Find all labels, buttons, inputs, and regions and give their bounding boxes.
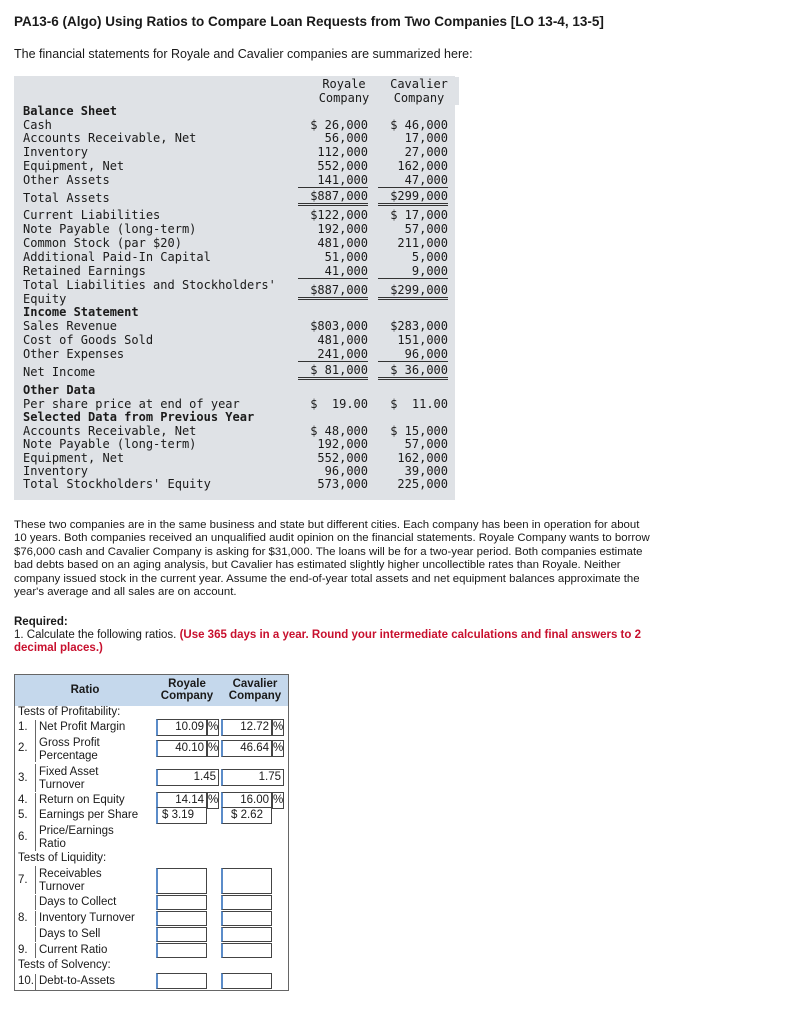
fin-value: $ 81,000 <box>298 363 368 380</box>
required-instruction <box>14 629 664 655</box>
ratio-label: Debt-to-Assets <box>39 975 116 987</box>
ratio-label: Earnings per Share <box>39 809 139 821</box>
row-divider <box>35 720 36 735</box>
section-liquidity: Tests of Liquidity: <box>18 852 107 864</box>
table-row <box>15 764 288 792</box>
section-solvency: Tests of Solvency: <box>18 959 111 971</box>
cavalier-column-header <box>222 678 288 702</box>
fin-value: $283,000 <box>390 319 448 333</box>
fin-value: 112,000 <box>317 145 368 159</box>
fin-value: 9,000 <box>378 264 448 279</box>
table-row <box>15 735 288 762</box>
fin-value: 573,000 <box>317 477 368 491</box>
required-heading: Required: <box>14 616 68 628</box>
cavalier-answer-input[interactable] <box>221 911 272 926</box>
fin-value: 552,000 <box>317 159 368 173</box>
fin-value: 211,000 <box>397 236 448 250</box>
row-number: 9. <box>18 944 28 956</box>
fin-value: $122,000 <box>310 208 368 222</box>
ratio-table-header <box>15 675 288 706</box>
fin-label: Total Assets <box>23 191 110 205</box>
intro-text: The financial statements for Royale and Cavalier companies are summarized here: <box>14 47 473 61</box>
fin-label: Net Income <box>23 365 96 379</box>
fin-value: $ 11.00 <box>390 397 448 411</box>
rounding-instruction: (Use 365 days in a year. Round your intermediate calculations and final answers to 2 decimal places.) <box>14 629 641 654</box>
fin-value: 481,000 <box>317 333 368 347</box>
fin-label: Accounts Receivable, Net <box>23 131 197 145</box>
percent-unit: % <box>207 792 219 809</box>
fin-value: 17,000 <box>404 131 448 145</box>
cavalier-header-line2: Company <box>393 91 445 105</box>
fin-value: $887,000 <box>298 189 368 206</box>
percent-unit: % <box>207 719 219 736</box>
row-number: 5. <box>18 809 28 821</box>
royale-answer-input[interactable] <box>156 868 207 894</box>
ratio-label-cont: Ratio <box>39 838 66 850</box>
fin-label: Note Payable (long-term) <box>23 437 197 451</box>
fin-value: 141,000 <box>298 173 368 188</box>
page-title: PA13-6 (Algo) Using Ratios to Compare Loan Requests from Two Companies [LO 13-4, 13-5] <box>14 14 604 29</box>
percent-unit: % <box>272 740 284 757</box>
row-divider <box>35 764 36 792</box>
fin-value: 241,000 <box>298 347 368 362</box>
fin-value: $ 46,000 <box>390 118 448 132</box>
cavalier-answer-input[interactable]: 46.64 <box>221 740 272 757</box>
fin-label: Additional Paid-In Capital <box>23 250 211 264</box>
fin-value: $299,000 <box>378 283 448 300</box>
row-divider <box>35 793 36 808</box>
ratio-label-cont: Turnover <box>39 779 85 791</box>
fin-value: 39,000 <box>404 464 448 478</box>
royale-answer-input[interactable]: 40.10 <box>156 740 207 757</box>
royale-answer-input[interactable] <box>156 895 207 910</box>
section-profitability: Tests of Profitability: <box>18 706 121 718</box>
fin-value: $ 17,000 <box>390 208 448 222</box>
royale-header-line1: Royale <box>168 678 206 690</box>
fin-value: 47,000 <box>378 173 448 188</box>
percent-unit: % <box>272 792 284 809</box>
table-row <box>15 808 288 823</box>
fin-value: 96,000 <box>324 464 368 478</box>
row-divider <box>35 866 36 894</box>
royale-answer-input[interactable]: 1.45 <box>156 769 219 786</box>
cavalier-answer-input[interactable]: 16.00 <box>221 792 272 809</box>
fin-value: 162,000 <box>397 159 448 173</box>
fin-label: Common Stock (par $20) <box>23 236 182 250</box>
row-divider <box>35 735 36 762</box>
fin-label: Inventory <box>23 145 89 159</box>
fin-label: Total Liabilities and Stockholders' <box>23 278 276 292</box>
row-number: 7. <box>18 874 28 886</box>
fin-value: 41,000 <box>298 264 368 279</box>
fin-value: $ 48,000 <box>310 424 368 438</box>
ratio-label: Net Profit Margin <box>39 721 126 733</box>
ratio-label: Receivables <box>39 868 102 880</box>
fin-label: Inventory <box>23 464 89 478</box>
ratio-label: Days to Sell <box>39 928 101 940</box>
royale-answer-input[interactable] <box>156 911 207 926</box>
cavalier-answer-input[interactable] <box>221 927 272 942</box>
fin-value: 192,000 <box>317 222 368 236</box>
fin-label: Other Assets <box>23 173 110 187</box>
fin-value: $ 15,000 <box>390 424 448 438</box>
royale-answer-input[interactable]: 14.14 <box>156 792 207 809</box>
fin-value: 57,000 <box>404 437 448 451</box>
percent-unit: % <box>272 719 284 736</box>
royale-answer-input[interactable] <box>156 943 207 958</box>
row-divider <box>35 943 36 958</box>
cavalier-answer-input[interactable] <box>221 943 272 958</box>
fin-value: $887,000 <box>298 283 368 300</box>
fin-value: $ 19.00 <box>310 397 368 411</box>
row-number: 8. <box>18 912 28 924</box>
previous-year-heading: Selected Data from Previous Year <box>23 410 255 424</box>
fin-value: $ 36,000 <box>378 363 448 380</box>
cavalier-header <box>379 77 459 105</box>
ratio-label: Gross Profit <box>39 737 100 749</box>
cavalier-header-line2: Company <box>228 690 282 702</box>
fin-label: Sales Revenue <box>23 319 117 333</box>
fin-value: 162,000 <box>397 451 448 465</box>
ratio-label: Price/Earnings <box>39 825 114 837</box>
other-data-heading: Other Data <box>23 383 96 397</box>
table-row <box>15 943 288 958</box>
royale-column-header <box>156 678 218 702</box>
row-number: 1. <box>18 721 28 733</box>
cavalier-header-line1: Cavalier <box>390 77 448 91</box>
royale-answer-input[interactable]: 10.09 <box>156 719 207 736</box>
ratio-label: Days to Collect <box>39 896 117 908</box>
fin-label: Cost of Goods Sold <box>23 333 154 347</box>
fin-value: 225,000 <box>397 477 448 491</box>
required-instruction-text: 1. Calculate the following ratios. <box>14 629 180 641</box>
ratio-table <box>14 674 289 991</box>
fin-value: 51,000 <box>324 250 368 264</box>
ratio-label: Fixed Asset <box>39 766 99 778</box>
table-row <box>15 823 288 851</box>
royale-answer-input[interactable] <box>156 927 207 942</box>
table-row <box>15 720 288 735</box>
table-row <box>15 866 288 894</box>
fin-value: $ 26,000 <box>310 118 368 132</box>
cavalier-answer-input[interactable]: 1.75 <box>221 769 284 786</box>
row-number: 4. <box>18 794 28 806</box>
row-divider <box>35 974 36 990</box>
fin-value: 481,000 <box>317 236 368 250</box>
fin-label: Total Stockholders' Equity <box>23 477 211 491</box>
fin-label: Per share price at end of year <box>23 397 240 411</box>
fin-value: $803,000 <box>310 319 368 333</box>
fin-label: Note Payable (long-term) <box>23 222 197 236</box>
fin-value: 57,000 <box>404 222 448 236</box>
royale-header-line2: Company <box>318 91 370 105</box>
fin-value: 56,000 <box>324 131 368 145</box>
cavalier-answer-input[interactable] <box>221 895 272 910</box>
fin-label: Equipment, Net <box>23 159 125 173</box>
royale-answer-input[interactable] <box>156 973 207 989</box>
fin-label: Accounts Receivable, Net <box>23 424 197 438</box>
royale-header-line2: Company <box>160 690 214 702</box>
ratio-label: Inventory Turnover <box>39 912 135 924</box>
royale-header <box>304 77 384 105</box>
fin-value: 96,000 <box>378 347 448 362</box>
ratio-column-header: Ratio <box>70 684 100 696</box>
fin-label: Equipment, Net <box>23 451 125 465</box>
row-divider <box>35 895 36 910</box>
royale-header-line1: Royale <box>322 77 366 91</box>
cavalier-answer-input[interactable]: 12.72 <box>221 719 272 736</box>
cavalier-answer-input[interactable]: $ 2.62 <box>221 807 272 824</box>
income-statement-heading: Income Statement <box>23 305 139 319</box>
row-number: 3. <box>18 772 28 784</box>
table-row <box>15 927 288 942</box>
ratio-label-cont: Turnover <box>39 881 85 893</box>
fin-label: Other Expenses <box>23 347 125 361</box>
percent-unit: % <box>207 740 219 757</box>
scenario-paragraph: These two companies are in the same business and state but different cities. Each company has been in operation for about 10 years. Both companies received an unqualified audit opinion on the financial statements. Royale Company wants to borrow $76,000 cash and Cavalier Company is asking for $31,000. The loans will be for a two-year period. Both companies estimate bad debts based on an aging analysis, but Cavalier has estimated slightly higher uncollectible rates than Royale. Neither company issued stock in the current year. Assume the end-of-year total assets and net equipment balances approximate the year's average and all sales are on account. <box>14 519 650 599</box>
ratio-label: Return on Equity <box>39 794 125 806</box>
row-divider <box>35 808 36 823</box>
royale-answer-input[interactable]: $ 3.19 <box>156 807 207 824</box>
row-divider <box>35 823 36 851</box>
fin-value: 192,000 <box>317 437 368 451</box>
fin-value: 151,000 <box>397 333 448 347</box>
row-number: 10. <box>18 975 34 987</box>
fin-value: $299,000 <box>378 189 448 206</box>
fin-label: Current Liabilities <box>23 208 161 222</box>
fin-label: Retained Earnings <box>23 264 146 278</box>
cavalier-answer-input[interactable] <box>221 868 272 894</box>
financial-statements <box>14 76 455 500</box>
ratio-label: Current Ratio <box>39 944 108 956</box>
fin-value: 5,000 <box>411 250 448 264</box>
row-number: 6. <box>18 831 28 843</box>
balance-sheet-heading: Balance Sheet <box>23 104 117 118</box>
row-divider <box>35 911 36 926</box>
table-row <box>15 793 288 808</box>
row-divider <box>35 927 36 942</box>
row-number: 2. <box>18 742 28 754</box>
table-row <box>15 974 288 990</box>
fin-value: 552,000 <box>317 451 368 465</box>
cavalier-answer-input[interactable] <box>221 973 272 989</box>
cavalier-header-line1: Cavalier <box>232 678 278 690</box>
ratio-label-cont: Percentage <box>39 750 98 762</box>
table-row <box>15 911 288 926</box>
fin-label: Cash <box>23 118 52 132</box>
table-row <box>15 895 288 910</box>
fin-value: 27,000 <box>404 145 448 159</box>
fin-label-cont: Equity <box>23 292 67 306</box>
